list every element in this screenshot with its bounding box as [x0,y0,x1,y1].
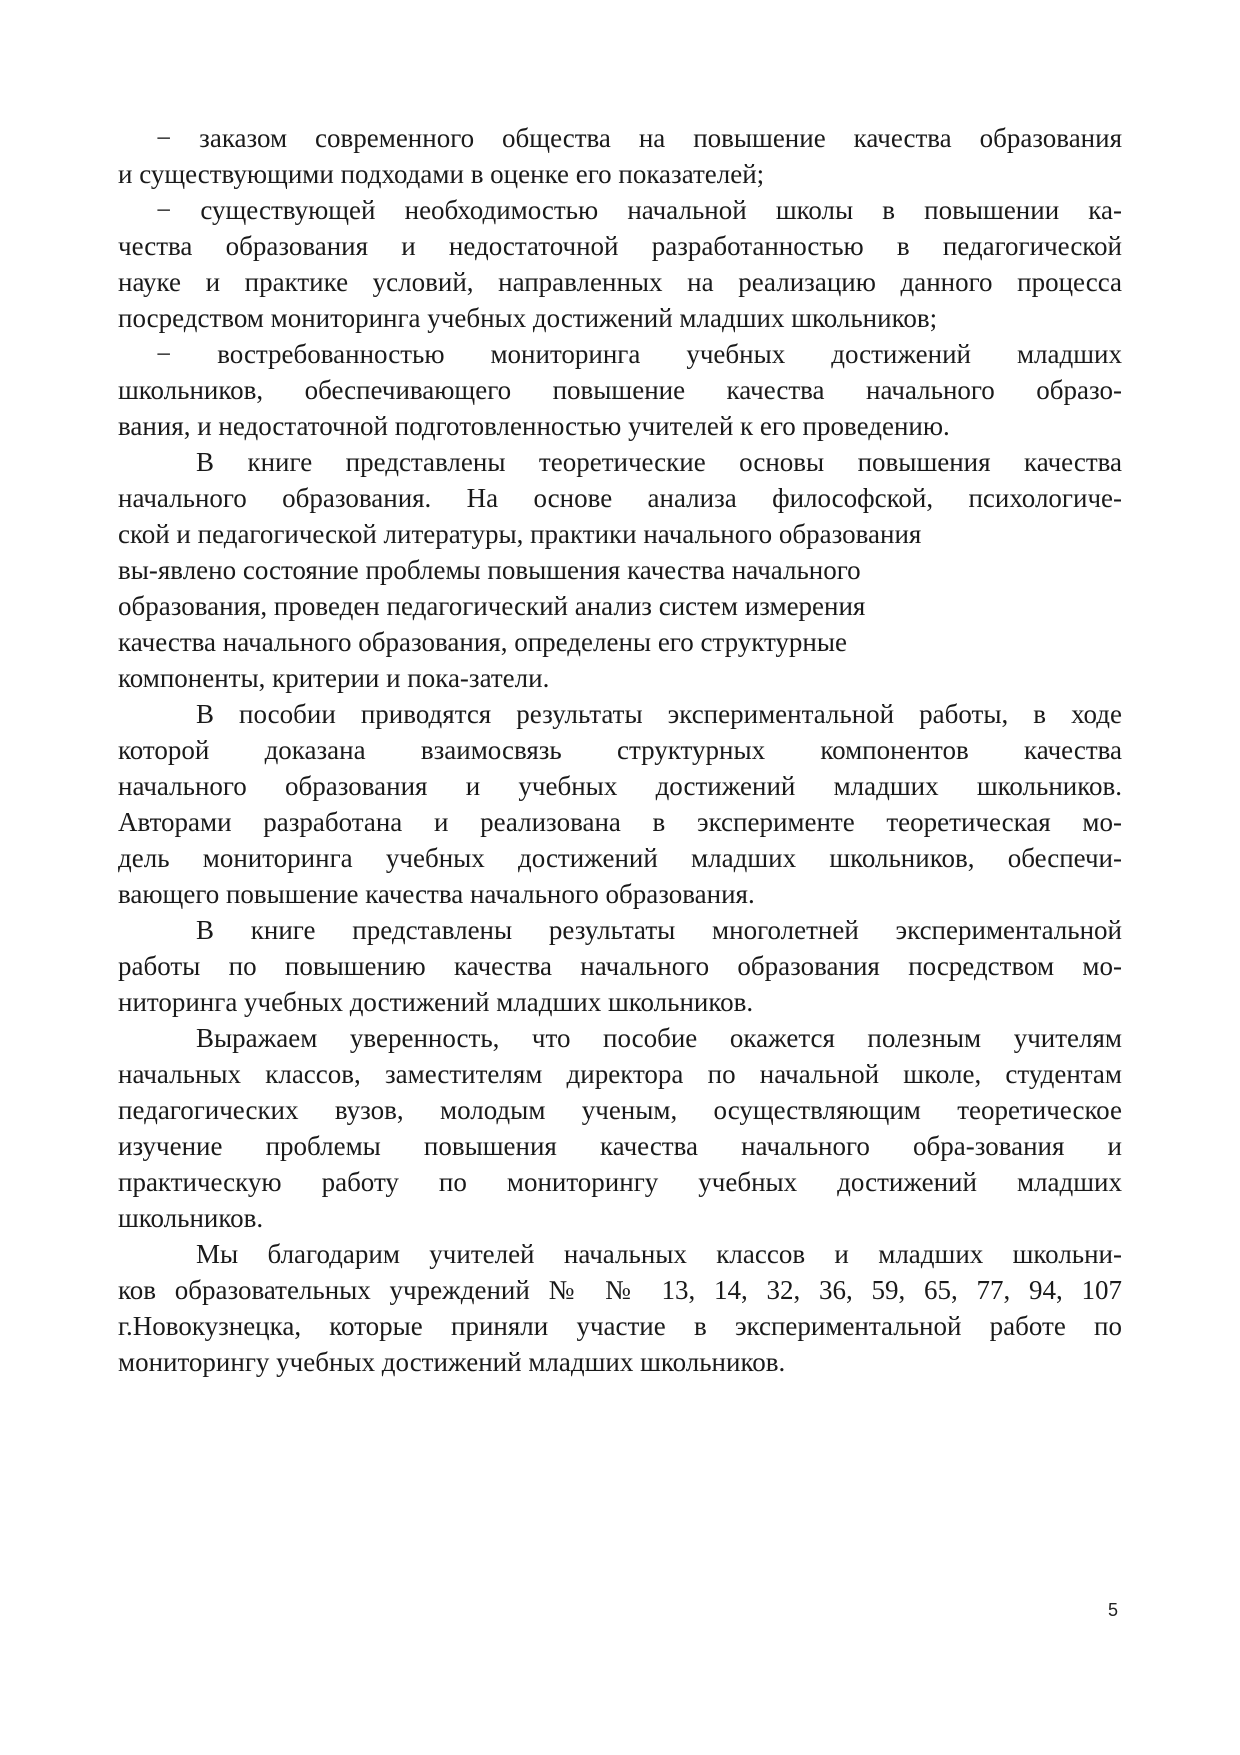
text-line: вания, и недостаточной подготовленностью учителей к его проведению. [118,411,950,441]
text-line: В книге представлены результаты многолетней экспериментальной [196,915,1122,945]
text-line: посредством мониторинга учебных достижений младших школьников; [118,303,938,333]
text-line: педагогических вузов, молодым ученым, осуществляющим теоретическое [118,1095,1122,1125]
text-line: − востребованностью мониторинга учебных достижений младших [156,339,1122,369]
text-line: г.Новокузнецка, которые приняли участие в экспериментальной работе по [118,1311,1122,1341]
text-line: науке и практике условий, направленных на реализацию данного процесса [118,267,1122,297]
page-body [118,120,1122,1380]
text-line: работы по повышению качества начального образования посредством мо- [118,951,1122,981]
text-line: школьников, обеспечивающего повышение качества начального образо- [118,375,1122,405]
text-line: начального образования. На основе анализа философской, психологиче- [118,483,1122,513]
paragraph [118,1236,1122,1380]
text-line: практическую работу по мониторингу учебных достижений младших [118,1167,1122,1197]
text-line: вающего повышение качества начального образования. [118,879,755,909]
text-line: ниторинга учебных достижений младших школьников. [118,987,754,1017]
text-line: чества образования и недостаточной разработанностью в педагогической [118,231,1122,261]
text-line: школьников. [118,1203,264,1233]
text-line: вы-явлено состояние проблемы повышения качества начального [118,555,861,585]
text-line: образования, проведен педагогический анализ систем измерения [118,591,866,621]
text-line: начального образования и учебных достижений младших школьников. [118,771,1122,801]
text-line: В книге представлены теоретические основы повышения качества [196,447,1122,477]
paragraph [118,912,1122,1020]
text-line: изучение проблемы повышения качества начального обра-зования и [118,1131,1122,1161]
text-line: и существующими подходами в оценке его показателей; [118,159,765,189]
list-item-dash [118,192,1122,336]
text-line: Выражаем уверенность, что пособие окажется полезным учителям [196,1023,1122,1053]
text-line: − существующей необходимостью начальной школы в повышении ка- [156,195,1122,225]
list-item-dash [118,336,1122,444]
paragraph [118,1020,1122,1236]
text-line: ской и педагогической литературы, практики начального образования [118,519,922,549]
text-line: дель мониторинга учебных достижений младших школьников, обеспечи- [118,843,1122,873]
list-item-dash [118,120,1122,192]
text-line: В пособии приводятся результаты экспериментальной работы, в ходе [196,699,1122,729]
text-line: мониторингу учебных достижений младших школьников. [118,1347,786,1377]
text-line: ков образовательных учреждений № № 13, 14, 32, 36, 59, 65, 77, 94, 107 [118,1275,1122,1305]
text-line: − заказом современного общества на повышение качества образования [156,123,1122,153]
text-line: начальных классов, заместителям директора по начальной школе, студентам [118,1059,1122,1089]
paragraph [118,444,1122,696]
page-number: 5 [1108,1600,1119,1620]
text-line: Авторами разработана и реализована в эксперименте теоретическая мо- [118,807,1122,837]
text-line: которой доказана взаимосвязь структурных компонентов качества [118,735,1122,765]
paragraph [118,696,1122,912]
text-line: качества начального образования, определены его структурные [118,627,847,657]
text-line: компоненты, критерии и пока-затели. [118,663,550,693]
text-line: Мы благодарим учителей начальных классов и младших школьни- [196,1239,1122,1269]
